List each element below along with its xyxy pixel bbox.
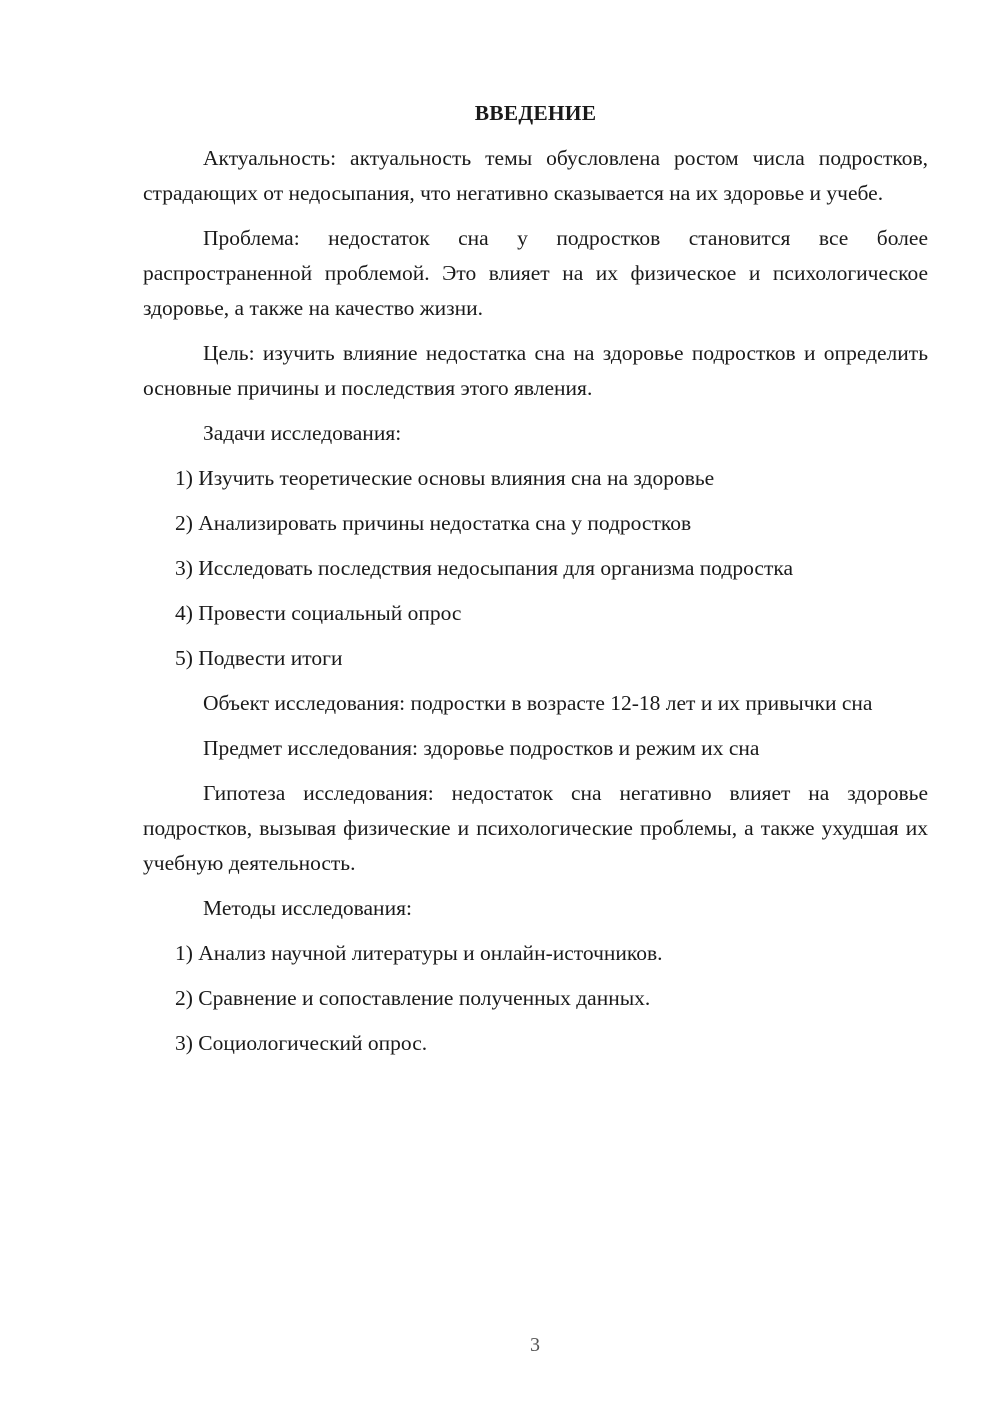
method-item-3: 3) Социологический опрос.: [175, 1031, 428, 1055]
relevance-paragraph: Актуальность: актуальность темы обусловлена ростом числа подростков, страдающих от недосыпания, что негативно сказывается на их здоровье и учебе.: [143, 146, 928, 205]
task-item-1: 1) Изучить теоретические основы влияния сна на здоровье: [175, 466, 715, 490]
task-item-2: 2) Анализировать причины недостатка сна у подростков: [175, 511, 692, 535]
task-item-4: 4) Провести социальный опрос: [175, 601, 462, 625]
goal-paragraph: Цель: изучить влияние недостатка сна на здоровье подростков и определить основные причины и последствия этого явления.: [143, 341, 928, 400]
problem-paragraph: Проблема: недостаток сна у подростков становится все более распространенной проблемой. Это влияет на их физическое и психологическое здоровье, а также на качество жизни.: [143, 226, 928, 320]
subject-paragraph: Предмет исследования: здоровье подростков и режим их сна: [203, 736, 760, 760]
method-item-1: 1) Анализ научной литературы и онлайн-источников.: [175, 941, 663, 965]
object-paragraph: Объект исследования: подростки в возрасте 12-18 лет и их привычки сна: [203, 691, 873, 715]
method-item-2: 2) Сравнение и сопоставление полученных данных.: [175, 986, 651, 1010]
task-item-3: 3) Исследовать последствия недосыпания для организма подростка: [175, 556, 794, 580]
page-number: 3: [530, 1334, 540, 1356]
section-title: ВВЕДЕНИЕ: [474, 101, 597, 125]
methods-heading: Методы исследования:: [203, 896, 412, 920]
tasks-heading: Задачи исследования:: [203, 421, 402, 445]
task-item-5: 5) Подвести итоги: [175, 646, 343, 670]
hypothesis-paragraph: Гипотеза исследования: недостаток сна негативно влияет на здоровье подростков, вызывая физические и психологические проблемы, а также ухудшая их учебную деятельность.: [143, 781, 928, 875]
page-content: [143, 96, 928, 1071]
